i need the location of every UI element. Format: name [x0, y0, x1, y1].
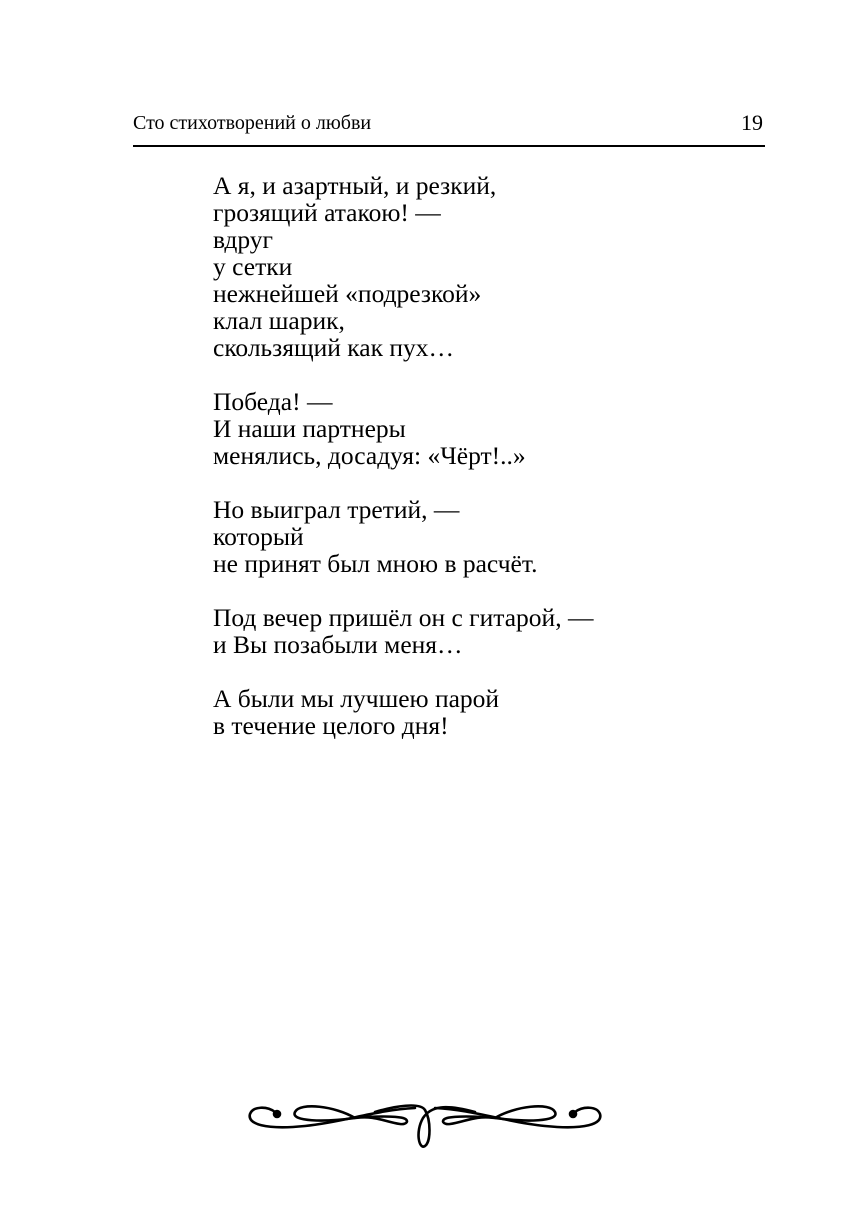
poem-line: менялись, досадуя: «Чёрт!..» — [213, 441, 526, 470]
poem-line: клал шарик, — [213, 306, 345, 335]
poem-line: не принят был мною в расчёт. — [213, 549, 538, 578]
running-head — [133, 110, 765, 140]
poem-line: грозящий атакою! — — [213, 198, 441, 227]
running-title: Сто стихотворений о любви — [133, 112, 372, 134]
page-number: 19 — [741, 110, 763, 135]
poem-line: Под вечер пришёл он с гитарой, — — [213, 603, 594, 632]
poem-line: нежнейшей «подрезкой» — [213, 279, 482, 308]
stanza — [213, 172, 593, 361]
stanza — [213, 685, 593, 739]
stanza — [213, 496, 593, 577]
poem-line: Но выиграл третий, — — [213, 495, 460, 524]
poem-line: и Вы позабыли меня… — [213, 630, 463, 659]
flourish-ornament-icon — [245, 1092, 605, 1152]
stanza — [213, 604, 593, 658]
poem-line: который — [213, 522, 304, 551]
header-rule — [133, 145, 765, 147]
poem — [213, 172, 593, 766]
poem-line: в течение целого дня! — [213, 711, 449, 740]
stanza — [213, 388, 593, 469]
poem-line: И наши партнеры — [213, 414, 406, 443]
poem-line: А были мы лучшею парой — [213, 684, 500, 713]
poem-line: вдруг — [213, 225, 274, 254]
poem-line: скользящий как пух… — [213, 333, 455, 362]
poem-line: Победа! — — [213, 387, 333, 416]
poem-line: А я, и азартный, и резкий, — [213, 171, 497, 200]
poem-line: у сетки — [213, 252, 293, 281]
